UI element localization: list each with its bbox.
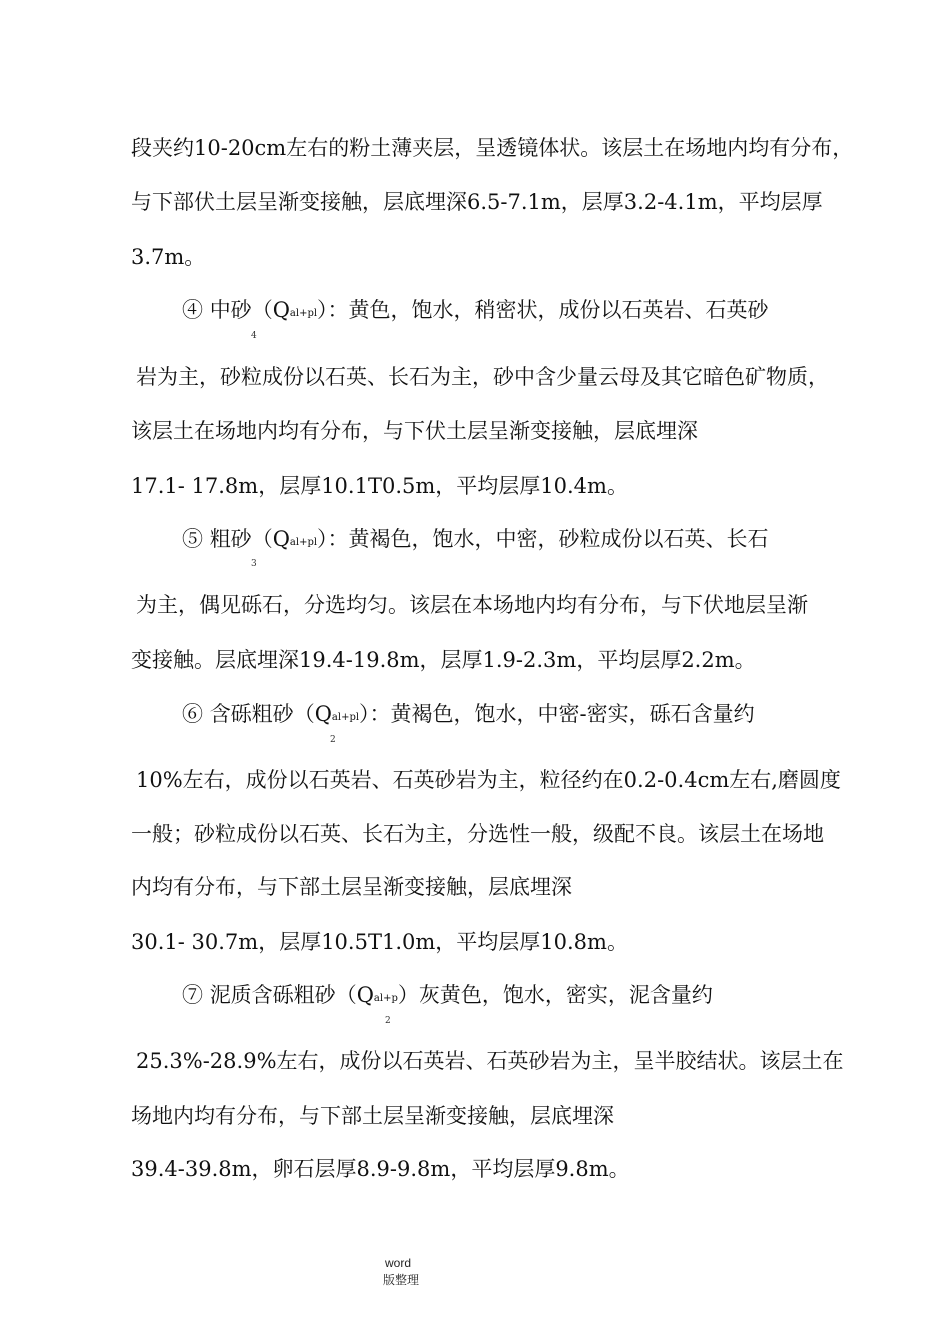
layer-heading-6 bbox=[182, 698, 755, 730]
paren-open: （ bbox=[251, 527, 273, 551]
layer-desc: 灰黄色，饱水，密实，泥含量约 bbox=[418, 983, 713, 1007]
layer-name: 泥质含砾粗砂 bbox=[209, 983, 336, 1007]
q-label: Q bbox=[272, 527, 290, 551]
layer-number: ⑤ bbox=[182, 527, 203, 551]
layer-number: ⑥ bbox=[182, 702, 203, 726]
text-line: 25.3%-28.9%左右，成份以石英岩、石英砂岩为主，呈半胶结状。该层土在 bbox=[136, 1049, 844, 1073]
paren-open: （ bbox=[335, 983, 357, 1007]
paren-open: （ bbox=[293, 702, 315, 726]
layer-subscript: 2 bbox=[330, 735, 336, 745]
layer-subscript: 2 bbox=[385, 1016, 391, 1026]
layer-name: 粗砂 bbox=[209, 527, 252, 551]
footer-label: 版整理 bbox=[383, 1273, 420, 1287]
text-line: 岩为主，砂粒成份以石英、长石为主，砂中含少量云母及其它暗色矿物质， bbox=[136, 365, 829, 389]
footer-word: word bbox=[385, 1256, 412, 1270]
layer-name: 含砾粗砂 bbox=[209, 702, 294, 726]
layer-number: ④ bbox=[182, 298, 203, 322]
paren-close: ） bbox=[397, 983, 419, 1007]
text-line: 段夹约10-20cm左右的粉土薄夹层，呈透镜体状。该层土在场地内均有分布， bbox=[131, 136, 854, 160]
text-line: 10%左右，成份以石英岩、石英砂岩为主，粒径约在0.2-0.4cm左右,磨圆度 bbox=[136, 768, 841, 792]
paren-close: ） bbox=[317, 527, 328, 551]
layer-name: 中砂 bbox=[209, 298, 252, 322]
q-label: Q bbox=[314, 702, 332, 726]
text-line: 该层土在场地内均有分布，与下伏土层呈渐变接触，层底埋深 bbox=[131, 419, 698, 443]
q-script: al+p bbox=[373, 993, 398, 1004]
layer-heading-5 bbox=[182, 523, 769, 555]
text-line: 一般；砂粒成份以石英、长石为主，分选性一般，级配不良。该层土在场地 bbox=[131, 822, 824, 846]
layer-desc: ：黄褐色，饱水，中密，砂粒成份以石英、长石 bbox=[327, 527, 769, 551]
text-line: 为主，偶见砾石，分选均匀。该层在本场地内均有分布，与下伏地层呈渐 bbox=[136, 593, 808, 617]
layer-desc: ：黄褐色，饱水，中密-密实，砾石含量约 bbox=[369, 702, 755, 726]
text-line: 39.4-39.8m，卵石层厚8.9-9.8m，平均层厚9.8m。 bbox=[131, 1157, 630, 1181]
q-label: Q bbox=[356, 983, 374, 1007]
text-line: 内均有分布，与下部土层呈渐变接触，层底埋深 bbox=[131, 875, 572, 899]
paren-open: （ bbox=[251, 298, 273, 322]
layer-heading-4 bbox=[182, 294, 769, 326]
layer-number: ⑦ bbox=[182, 983, 203, 1007]
layer-heading-7 bbox=[182, 979, 713, 1011]
layer-subscript: 4 bbox=[251, 331, 257, 341]
text-line: 17.1- 17.8m，层厚10.1T0.5m，平均层厚10.4m。 bbox=[131, 474, 628, 498]
q-label: Q bbox=[272, 298, 290, 322]
text-line: 场地内均有分布，与下部土层呈渐变接触，层底埋深 bbox=[131, 1104, 614, 1128]
q-script: al+pl bbox=[331, 712, 360, 723]
layer-desc: ：黄色，饱水，稍密状，成份以石英岩、石英砂 bbox=[327, 298, 769, 322]
text-line: 与下部伏土层呈渐变接触，层底埋深6.5-7.1m，层厚3.2-4.1m，平均层厚 bbox=[131, 190, 823, 214]
paren-close: ） bbox=[359, 702, 370, 726]
paren-close: ） bbox=[317, 298, 328, 322]
text-line: 3.7m。 bbox=[131, 245, 206, 269]
q-script: al+pl bbox=[289, 537, 318, 548]
layer-subscript: 3 bbox=[251, 559, 257, 569]
text-line: 变接触。层底埋深19.4-19.8m，层厚1.9-2.3m，平均层厚2.2m。 bbox=[131, 648, 756, 672]
q-script: al+pl bbox=[289, 308, 318, 319]
text-line: 30.1- 30.7m，层厚10.5T1.0m，平均层厚10.8m。 bbox=[131, 930, 628, 954]
